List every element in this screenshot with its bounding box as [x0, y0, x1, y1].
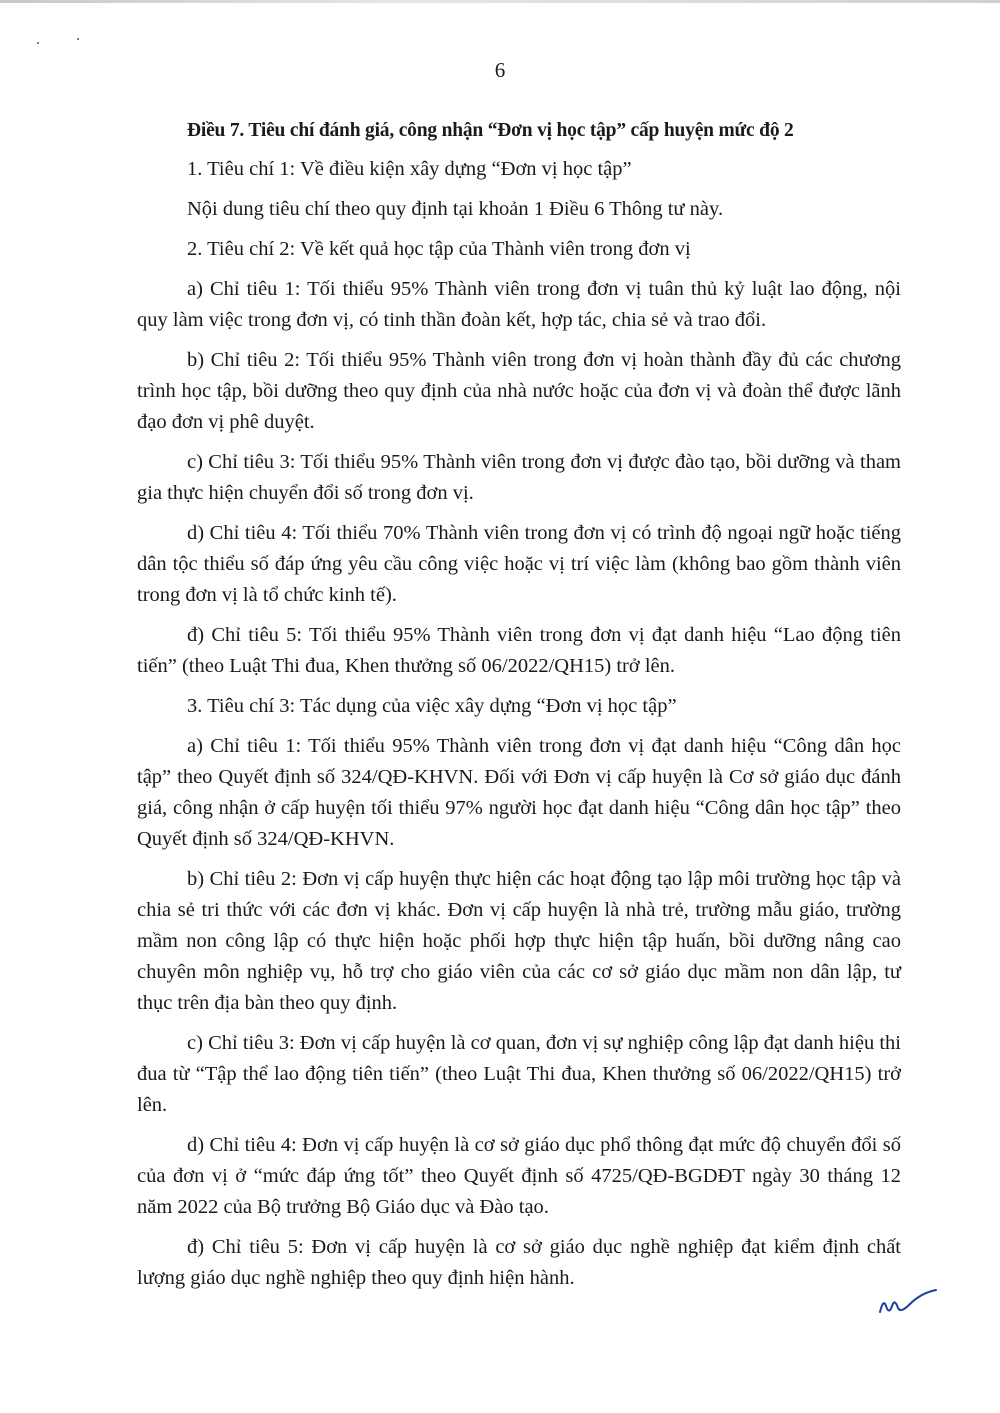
scan-edge: [0, 0, 1000, 3]
paragraph: d) Chỉ tiêu 4: Tối thiểu 70% Thành viên trong đơn vị có trình độ ngoại ngữ hoặc tiếng dân tộc thiểu số đáp ứng yêu cầu công việc hoặc vị trí việc làm (không bao gồm thành viên trong đơn vị là tổ chức kinh tế).: [137, 522, 901, 606]
paragraph: d) Chỉ tiêu 4: Đơn vị cấp huyện là cơ sở giáo dục phổ thông đạt mức độ chuyển đổi số của đơn vị ở “mức đáp ứng tốt” theo Quyết định số 4725/QĐ-BGDĐT ngày 30 tháng 12 năm 2022 của Bộ trưởng Bộ Giáo dục và Đào tạo.: [137, 1134, 901, 1218]
paragraph: 1. Tiêu chí 1: Về điều kiện xây dựng “Đơn vị học tập”: [187, 158, 632, 180]
paragraph: c) Chỉ tiêu 3: Đơn vị cấp huyện là cơ quan, đơn vị sự nghiệp công lập đạt danh hiệu thi đua từ “Tập thể lao động tiên tiến” (theo Luật Thi đua, Khen thưởng số 06/2022/QH15) trở lên.: [137, 1032, 901, 1116]
paragraph: a) Chỉ tiêu 1: Tối thiểu 95% Thành viên trong đơn vị tuân thủ kỷ luật lao động, nội quy làm việc trong đơn vị, có tinh thần đoàn kết, hợp tác, chia sẻ và trao đổi.: [137, 278, 901, 331]
paragraph: c) Chỉ tiêu 3: Tối thiểu 95% Thành viên trong đơn vị được đào tạo, bồi dưỡng và tham gia thực hiện chuyển đổi số trong đơn vị.: [137, 451, 901, 504]
paragraph: Nội dung tiêu chí theo quy định tại khoản 1 Điều 6 Thông tư này.: [187, 198, 724, 220]
paragraph: a) Chỉ tiêu 1: Tối thiểu 95% Thành viên trong đơn vị đạt danh hiệu “Công dân học tập” theo Quyết định số 324/QĐ-KHVN. Đối với Đơn vị cấp huyện là Cơ sở giáo dục đánh giá, công nhận ở cấp huyện tối thiểu 97% người học đạt danh hiệu “Công dân học tập” theo Quyết định số 324/QĐ-KHVN.: [137, 735, 901, 850]
paragraph: đ) Chỉ tiêu 5: Đơn vị cấp huyện là cơ sở giáo dục nghề nghiệp đạt kiểm định chất lượng giáo dục nghề nghiệp theo quy định hiện hành.: [137, 1236, 901, 1289]
page-number: 6: [494, 58, 506, 82]
article-heading: Điều 7. Tiêu chí đánh giá, công nhận “Đơn vị học tập” cấp huyện mức độ 2: [187, 120, 794, 141]
paragraph: b) Chỉ tiêu 2: Đơn vị cấp huyện thực hiện các hoạt động tạo lập môi trường học tập và chia sẻ tri thức với các đơn vị khác. Đơn vị cấp huyện là nhà trẻ, trường mẫu giáo, trường mầm non công lập có thực hiện hoặc phối hợp thực hiện tập huấn, bồi dưỡng nâng cao chuyên môn nghiệp vụ, hỗ trợ cho giáo viên của các cơ sở giáo dục mầm non dân lập, tư thục trên địa bàn theo quy định.: [137, 868, 901, 1014]
paragraph: đ) Chỉ tiêu 5: Tối thiểu 95% Thành viên trong đơn vị đạt danh hiệu “Lao động tiên tiến” (theo Luật Thi đua, Khen thưởng số 06/2022/QH15) trở lên.: [137, 624, 901, 677]
paragraph: 2. Tiêu chí 2: Về kết quả học tập của Thành viên trong đơn vị: [187, 238, 691, 260]
scan-speck: [77, 38, 79, 40]
document-body: [137, 116, 901, 1303]
scan-speck: [37, 42, 39, 44]
paragraph: b) Chỉ tiêu 2: Tối thiểu 95% Thành viên trong đơn vị hoàn thành đầy đủ các chương trình học tập, bồi dưỡng theo quy định của nhà nước hoặc của đơn vị và đoàn thể được lãnh đạo đơn vị phê duyệt.: [137, 349, 901, 433]
initials-signature: [870, 1282, 950, 1322]
paragraph: 3. Tiêu chí 3: Tác dụng của việc xây dựng “Đơn vị học tập”: [187, 695, 677, 717]
